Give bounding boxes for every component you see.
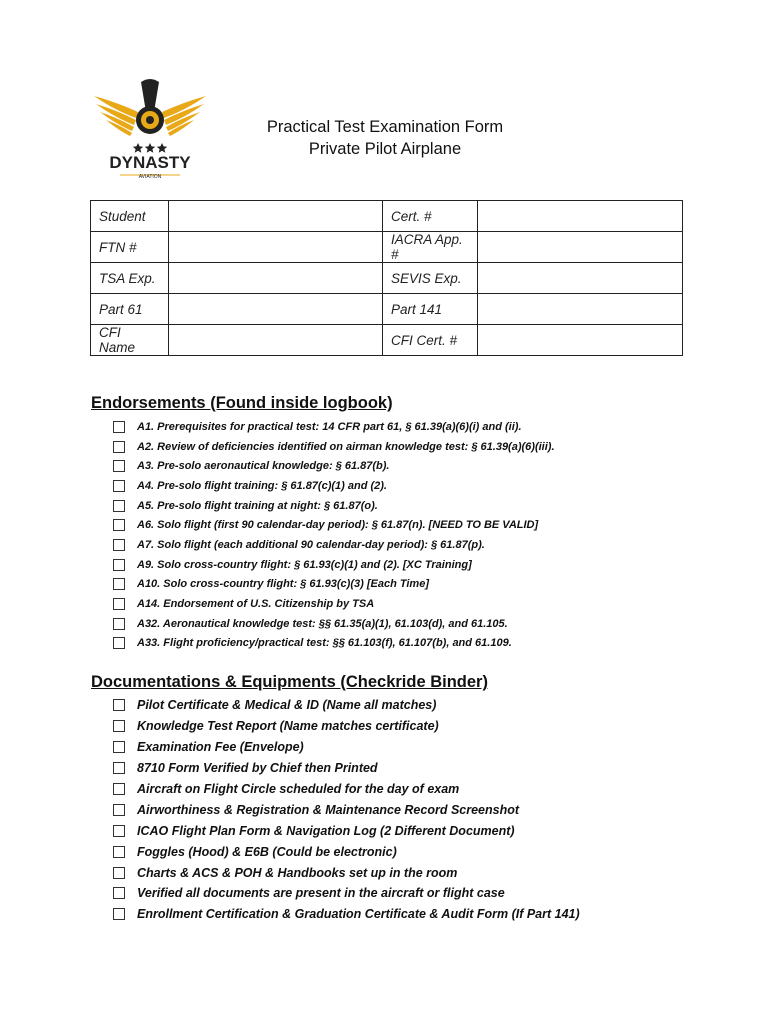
checklist-item-label: A3. Pre-solo aeronautical knowledge: § 61.87(b).	[137, 460, 390, 473]
info-value-field[interactable]	[478, 325, 683, 356]
info-value-field[interactable]	[169, 232, 383, 263]
endorsement-item	[113, 515, 555, 535]
checkbox[interactable]	[113, 598, 125, 610]
checklist-item-label: A4. Pre-solo flight training: § 61.87(c)(1) and (2).	[137, 479, 387, 492]
info-label: Cert. #	[383, 201, 478, 232]
checkbox[interactable]	[113, 578, 125, 590]
logo-text: DYNASTY	[109, 153, 191, 172]
checklist-item-label: 8710 Form Verified by Chief then Printed	[137, 761, 378, 776]
documentation-item	[113, 779, 580, 800]
endorsement-item	[113, 437, 555, 457]
form-subtitle: Private Pilot Airplane	[308, 140, 462, 158]
endorsement-item	[113, 535, 555, 555]
endorsement-item	[113, 634, 555, 654]
info-row	[91, 325, 683, 356]
info-value-field[interactable]	[478, 201, 683, 232]
checklist-item-label: Examination Fee (Envelope)	[137, 740, 304, 755]
info-label: Student	[91, 201, 169, 232]
documentations-heading: Documentations & Equipments (Checkride Binder)	[91, 673, 488, 691]
documentation-item	[113, 862, 580, 883]
checklist-item-label: Airworthiness & Registration & Maintenance Record Screenshot	[137, 802, 520, 817]
documentation-item	[113, 737, 580, 758]
endorsement-item	[113, 614, 555, 634]
checkbox[interactable]	[113, 846, 125, 858]
info-label: CFI Name	[91, 325, 169, 356]
documentation-item	[113, 758, 580, 779]
student-info-table	[90, 200, 683, 356]
endorsements-checklist	[113, 417, 555, 653]
checklist-item-label: A33. Flight proficiency/practical test: §§ 61.103(f), 61.107(b), and 61.109.	[137, 637, 512, 650]
documentation-item	[113, 904, 580, 925]
checklist-item-label: A6. Solo flight (first 90 calendar-day period): § 61.87(n). [NEED TO BE VALID]	[137, 519, 539, 532]
form-title: Practical Test Examination Form	[266, 118, 504, 136]
checkbox[interactable]	[113, 887, 125, 899]
endorsement-item	[113, 476, 555, 496]
checklist-item-label: A32. Aeronautical knowledge test: §§ 61.35(a)(1), 61.103(d), and 61.105.	[137, 617, 508, 630]
info-label: IACRA App. #	[383, 232, 478, 263]
documentation-item	[113, 716, 580, 737]
info-label: Part 141	[383, 294, 478, 325]
checkbox[interactable]	[113, 699, 125, 711]
endorsement-item	[113, 555, 555, 575]
checklist-item-label: A10. Solo cross-country flight: § 61.93(c)(3) [Each Time]	[137, 578, 429, 591]
info-value-field[interactable]	[169, 201, 383, 232]
checkbox[interactable]	[113, 441, 125, 453]
checkbox[interactable]	[113, 867, 125, 879]
info-label: Part 61	[91, 294, 169, 325]
info-value-field[interactable]	[478, 263, 683, 294]
endorsement-item	[113, 594, 555, 614]
info-value-field[interactable]	[478, 294, 683, 325]
documentation-item	[113, 695, 580, 716]
documentation-item	[113, 799, 580, 820]
info-label: SEVIS Exp.	[383, 263, 478, 294]
checklist-item-label: Foggles (Hood) & E6B (Could be electronic)	[137, 844, 397, 859]
info-value-field[interactable]	[478, 232, 683, 263]
checkbox[interactable]	[113, 559, 125, 571]
checkbox[interactable]	[113, 460, 125, 472]
checkbox[interactable]	[113, 519, 125, 531]
logo-subtext: AVIATION	[138, 174, 162, 180]
checklist-item-label: A7. Solo flight (each additional 90 calendar-day period): § 61.87(p).	[137, 538, 485, 551]
info-row	[91, 232, 683, 263]
info-value-field[interactable]	[169, 294, 383, 325]
checklist-item-label: Knowledge Test Report (Name matches certificate)	[137, 719, 439, 734]
checklist-item-label: Enrollment Certification & Graduation Certificate & Audit Form (If Part 141)	[137, 907, 580, 922]
checklist-item-label: A14. Endorsement of U.S. Citizenship by TSA	[137, 598, 375, 611]
checkbox[interactable]	[113, 618, 125, 630]
checkbox[interactable]	[113, 762, 125, 774]
checklist-item-label: Pilot Certificate & Medical & ID (Name all matches)	[137, 698, 437, 713]
checklist-item-label: Charts & ACS & POH & Handbooks set up in the room	[137, 865, 458, 880]
checkbox[interactable]	[113, 783, 125, 795]
checklist-item-label: ICAO Flight Plan Form & Navigation Log (2 Different Document)	[137, 823, 515, 838]
info-value-field[interactable]	[169, 325, 383, 356]
info-label: FTN #	[91, 232, 169, 263]
info-row	[91, 263, 683, 294]
info-label: CFI Cert. #	[383, 325, 478, 356]
checklist-item-label: Verified all documents are present in the aircraft or flight case	[137, 886, 505, 901]
checkbox[interactable]	[113, 804, 125, 816]
checklist-item-label: A1. Prerequisites for practical test: 14 CFR part 61, § 61.39(a)(6)(i) and (ii).	[137, 420, 522, 433]
checklist-item-label: A9. Solo cross-country flight: § 61.93(c)(1) and (2). [XC Training]	[137, 558, 472, 571]
checkbox[interactable]	[113, 908, 125, 920]
checkbox[interactable]	[113, 637, 125, 649]
checkbox[interactable]	[113, 421, 125, 433]
form-title-block	[170, 116, 600, 160]
checklist-item-label: A5. Pre-solo flight training at night: § 61.87(o).	[137, 499, 378, 512]
documentation-item	[113, 883, 580, 904]
info-row	[91, 201, 683, 232]
info-row	[91, 294, 683, 325]
checklist-item-label: A2. Review of deficiencies identified on airman knowledge test: § 61.39(a)(6)(iii).	[137, 440, 555, 453]
endorsement-item	[113, 496, 555, 516]
checkbox[interactable]	[113, 500, 125, 512]
checkbox[interactable]	[113, 539, 125, 551]
endorsement-item	[113, 456, 555, 476]
checkbox[interactable]	[113, 480, 125, 492]
checklist-item-label: Aircraft on Flight Circle scheduled for the day of exam	[137, 782, 460, 796]
checkbox[interactable]	[113, 825, 125, 837]
endorsements-heading: Endorsements (Found inside logbook)	[91, 394, 393, 412]
documentations-checklist	[113, 695, 580, 925]
info-label: TSA Exp.	[91, 263, 169, 294]
documentation-item	[113, 820, 580, 841]
checkbox[interactable]	[113, 741, 125, 753]
info-value-field[interactable]	[169, 263, 383, 294]
checkbox[interactable]	[113, 720, 125, 732]
documentation-item	[113, 841, 580, 862]
endorsement-item	[113, 575, 555, 595]
endorsement-item	[113, 417, 555, 437]
